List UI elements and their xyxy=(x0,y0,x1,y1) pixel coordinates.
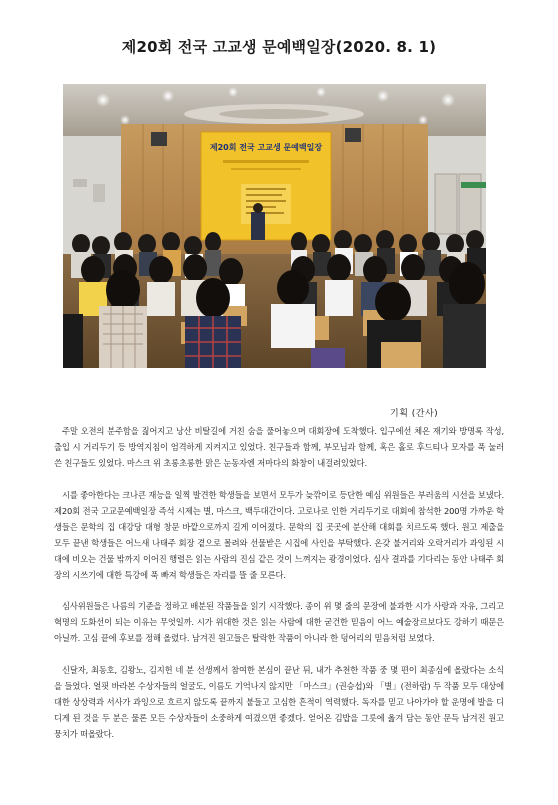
body-paragraph-3: 심사위원들은 나름의 기준을 정하고 배분된 작품들을 읽기 시작했다. 종이 위 몇 줄의 문장에 불과한 시가 사랑과 자유, 그리고 혁명의 도화선이 되는 이유는 무엇일까. 시가 위대한 것은 읽는 사람에 대한 굳건한 믿음이 어느 예술장르보다도 강하기 때문은 아닐까. 고심 끝에 후보를 정해 올렸다. 남겨진 원고들은 탈락한 작품이 아니라 한 덩어리의 믿음처럼 보였다. xyxy=(54,601,504,644)
body-paragraph-2: 시를 좋아한다는 크나큰 재능을 일찍 발견한 학생들을 보면서 모두가 늦깎이로 등단한 예심 위원들은 부러움의 시선을 보냈다. 제20회 전국 고교문예백일장 즉석 시제는 별, 마스크, 백두대간이다. 고로나로 인한 거리두기로 대회에 참석한 200명 가까운 학생들은 문학의 집 대강당 대형 창문 바깥으로까지 길게 이어졌다. 문학의 집 곳곳에 분산해 대회를 치르도록 했다. 원고 제출을 모두 끝낸 학생들은 어느새 나태주 회장 곁으로 몰려와 선물받은 시집에 사인을 부탁했다. 온갖 불거리와 오락거리가 과잉된 시대에 비오는 건물 밖까지 이어진 행렬은 읽는 사람의 진심 같은 것이 느껴지는 광경이었다. 심사 결과를 기다리는 동안 나태주 회장의 시쓰기에 대한 특강에 푹 빠져 학생들은 자리를 뜰 줄 모른다. xyxy=(54,490,504,581)
event-photo xyxy=(63,84,486,368)
page-title: 제20회 전국 고교생 문예백일장(2020. 8. 1) xyxy=(121,38,437,56)
author-credit: 기획 (간사) xyxy=(390,409,439,419)
body-paragraph-4: 신달자, 최동호, 김왕노, 김지헌 네 분 선생께서 참여한 본심이 끝난 뒤, 내가 추천한 작품 중 몇 편이 최종심에 올랐다는 소식을 들었다. 얼핏 바라본 수상자들의 얼굴도, 이름도 기억나지 않지만 「마스크」(권승섭)와 「별」(전하람) 두 작품 모두 대상에 대한 상상력과 서사가 과잉으로 흐르지 않도록 끝까지 붙들고 고심한 흔적이 역력했다. 독자를 믿고 나아가야 할 운명에 발을 디디게 된 것을 두 분은 물론 모든 수상자들이 소중하게 여겼으면 좋겠다. 얻어온 김밥을 그릇에 옮겨 담는 동안 문득 남겨진 원고 뭉치가 떠올랐다. xyxy=(54,665,504,740)
banner-title: 제20회 전국 고교생 문예백일장 xyxy=(209,143,323,152)
body-paragraph-1: 주말 오전의 분주함을 짊어지고 낭산 비탈길에 거친 숨을 풀어놓으며 대회장에 도착했다. 입구에선 체온 재기와 방명록 작성, 출입 시 거리두기 등 방역지침이 엄격하게 지켜지고 있었다. 친구들과 함께, 부모님과 함께, 혹은 홀로 후드티나 모자를 푹 눌러쓴 친구들도 있었다. 마스크 위 초롱초롱한 맑은 눈동자엔 저마다의 화창이 내걸려있었다. xyxy=(54,426,504,469)
